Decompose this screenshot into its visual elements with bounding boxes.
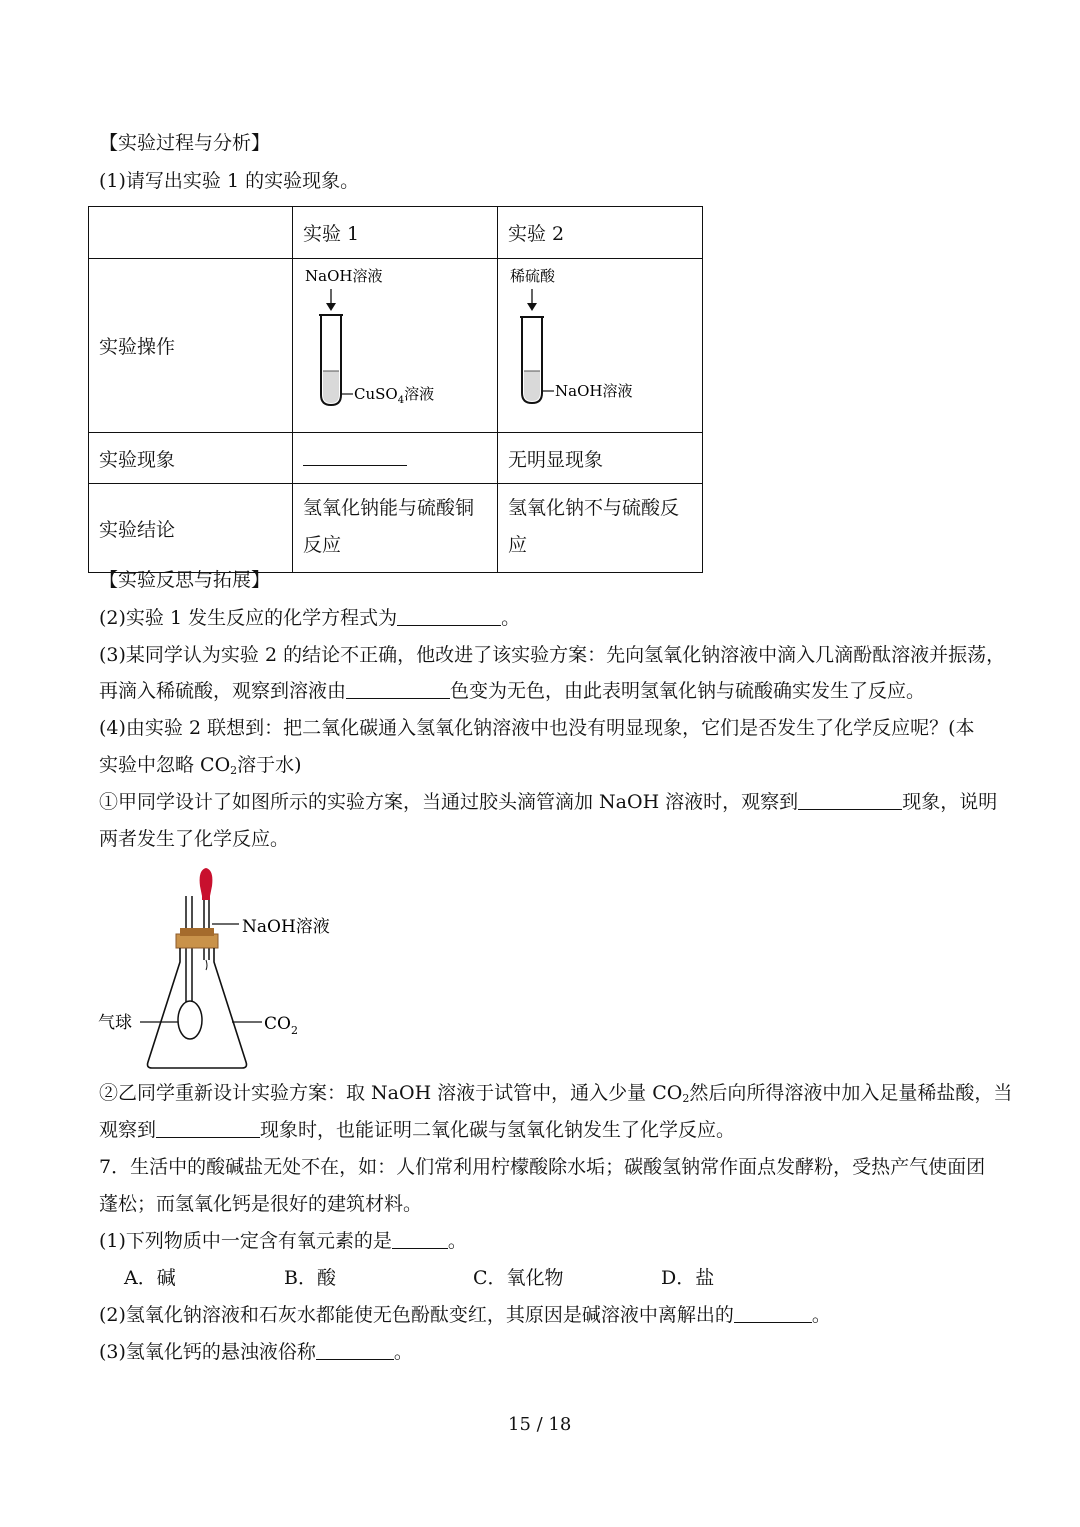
question-7-line2: 蓬松；而氢氧化钙是很好的建筑材料。: [99, 1193, 423, 1215]
question-7-1-options: [124, 1265, 714, 1291]
option-c[interactable]: C．氧化物: [473, 1267, 564, 1289]
naoh-label: NaOH溶液: [242, 917, 330, 937]
flask-diagram: [96, 862, 356, 1072]
question-4a-line1: ①甲同学设计了如图所示的实验方案，当通过胶头滴管滴加 NaOH 溶液时，观察到 现象，说明: [99, 791, 998, 813]
question-4a-line2: 两者发生了化学反应。: [99, 828, 290, 850]
q2-answer-blank[interactable]: [397, 607, 501, 626]
test-tube-diagram-2: [498, 259, 702, 427]
question-7-3: (3)氢氧化钙的悬浊液俗称 。: [99, 1341, 413, 1363]
co2-label: $CO_2$: [264, 1014, 298, 1037]
exp1-phenomenon-blank[interactable]: [293, 433, 498, 484]
question-3-line1: (3)某同学认为实验 2 的结论不正确，他改进了该实验方案：先向氢氧化钠溶液中滴入几滴酚酞溶液并振荡，: [99, 644, 1006, 666]
tube1-side-label: CuSO$_4$溶液: [354, 385, 435, 406]
question-4-line2: 实验中忽略 $CO_2$溶于水): [99, 754, 302, 777]
question-1: (1)请写出实验 1 的实验现象。: [99, 170, 360, 192]
row-label-phenomenon: 实验现象: [89, 433, 293, 484]
exp2-conclusion-line2: 应: [508, 534, 528, 556]
balloon: [178, 1001, 202, 1039]
rubber-stopper: [176, 934, 218, 948]
cell-exp2-diagram: [498, 259, 703, 433]
q4a-answer-blank[interactable]: [798, 791, 902, 810]
experiment-table: [88, 206, 703, 573]
q4b-answer-blank[interactable]: [156, 1119, 260, 1138]
exp2-phenomenon: 无明显现象: [498, 433, 703, 484]
exp1-conclusion: [293, 484, 498, 573]
question-2: (2)实验 1 发生反应的化学方程式为 。: [99, 607, 521, 629]
option-d[interactable]: D．盐: [661, 1267, 715, 1289]
erlenmeyer-flask: [148, 948, 247, 1068]
question-3-line2: 再滴入稀硫酸，观察到溶液由 色变为无色，由此表明氢氧化钠与硫酸确实发生了反应。: [99, 680, 926, 702]
row-label-operation: 实验操作: [89, 259, 293, 433]
question-7-line1: 7．生活中的酸碱盐无处不在，如：人们常利用柠檬酸除水垢；碳酸氢钠常作面点发酵粉，受热产气使面团: [99, 1156, 986, 1178]
exp2-conclusion: [498, 484, 703, 573]
option-a[interactable]: A．碱: [124, 1267, 176, 1289]
q7-2-answer-blank[interactable]: [734, 1304, 812, 1323]
question-4-line1: (4)由实验 2 联想到：把二氧化碳通入氢氧化钠溶液中也没有明显现象，它们是否发生了化学反应呢？(本: [99, 717, 975, 739]
question-7-2: (2)氢氧化钠溶液和石灰水都能使无色酚酞变红，其原因是碱溶液中离解出的 。: [99, 1304, 831, 1326]
exp1-conclusion-line1: 氢氧化钠能与硫酸铜: [303, 497, 475, 519]
table-header-empty: [89, 207, 293, 259]
question-4b-line1: ②乙同学重新设计实验方案：取 NaOH 溶液于试管中，通入少量 $CO_2$然后向所得溶液中加入足量稀盐酸，当: [99, 1082, 1013, 1105]
q3-answer-blank[interactable]: [346, 680, 450, 699]
exp2-conclusion-line1: 氢氧化钠不与硫酸反: [508, 497, 680, 519]
q7-3-answer-blank[interactable]: [316, 1341, 394, 1360]
question-4b-line2: 观察到 现象时，也能证明二氧化碳与氢氧化钠发生了化学反应。: [99, 1119, 736, 1141]
row-label-conclusion: 实验结论: [89, 484, 293, 573]
dropper-bulb: [200, 868, 213, 896]
test-tube-diagram-1: [293, 259, 497, 427]
table-header-exp2: 实验 2: [498, 207, 703, 259]
table-header-exp1: 实验 1: [293, 207, 498, 259]
tube1-top-label: NaOH溶液: [305, 267, 383, 285]
cell-exp1-diagram: [293, 259, 498, 433]
q7-1-answer-blank[interactable]: [392, 1230, 448, 1249]
option-b[interactable]: B．酸: [284, 1267, 336, 1289]
section-heading-reflection: 【实验反思与拓展】: [99, 569, 271, 591]
question-7-1: (1)下列物质中一定含有氧元素的是 。: [99, 1230, 467, 1252]
tube2-top-label: 稀硫酸: [510, 267, 556, 285]
tube2-side-label: NaOH溶液: [555, 382, 633, 400]
page-number: 15 / 18: [508, 1414, 572, 1435]
section-heading-process: 【实验过程与分析】: [99, 132, 271, 154]
exp1-conclusion-line2: 反应: [303, 534, 342, 556]
balloon-label: 气球: [98, 1013, 132, 1033]
